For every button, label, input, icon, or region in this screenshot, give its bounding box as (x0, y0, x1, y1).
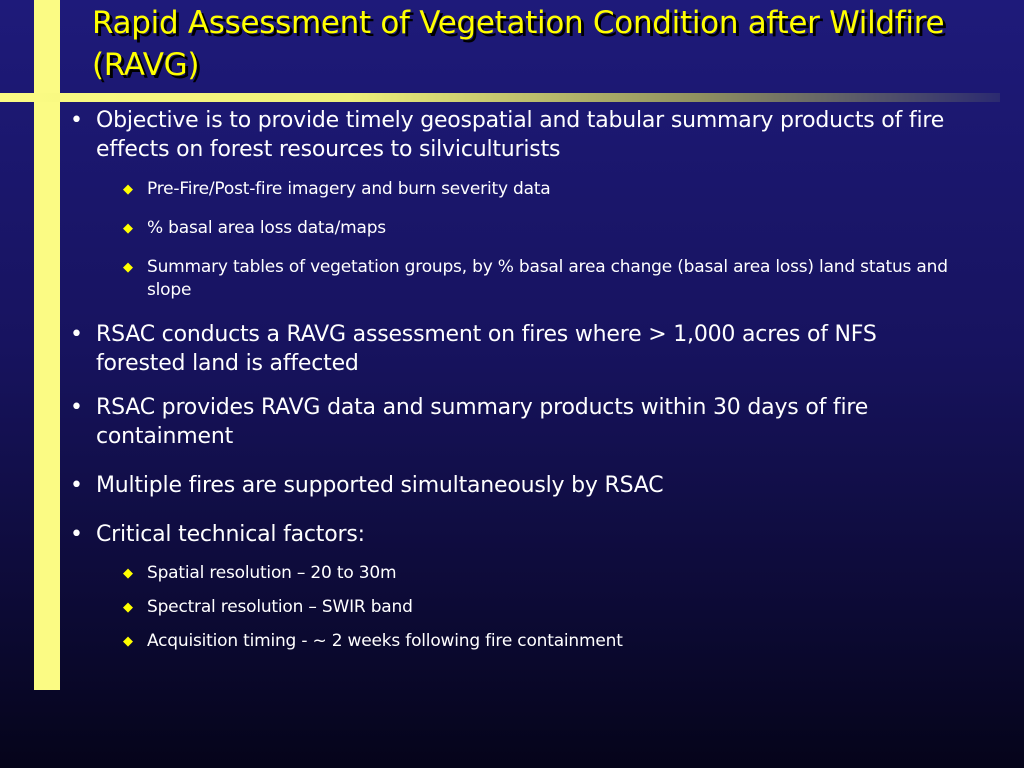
bullet-dot-icon: • (70, 522, 83, 547)
bullet-dot-icon: • (70, 473, 83, 498)
bullet-text: RSAC provides RAVG data and summary products within 30 days of fire containment (96, 395, 869, 449)
slide-title: Rapid Assessment of Vegetation Condition after Wildfire (RAVG) (92, 5, 945, 83)
bullet-objective (70, 106, 960, 164)
bullet-text: Critical technical factors: (96, 522, 365, 547)
diamond-icon: ◆ (123, 566, 133, 581)
sub-bullet-text: Pre-Fire/Post-fire imagery and burn severity data (147, 179, 551, 199)
bullet-dot-icon: • (70, 395, 83, 420)
sub-bullet-text: % basal area loss data/maps (147, 218, 386, 238)
sub-bullet-text: Acquisition timing - ~ 2 weeks following fire containment (147, 631, 623, 651)
sub-bullet-imagery (122, 178, 960, 201)
sub-bullet-text: Summary tables of vegetation groups, by % basal area change (basal area loss) land status and slope (147, 257, 948, 300)
sub-bullet-spatial (122, 562, 960, 585)
bullet-multiple-fires (70, 471, 960, 500)
sub-bullet-text: Spectral resolution – SWIR band (147, 597, 413, 617)
sub-bullet-spectral (122, 596, 960, 619)
bullet-rsac-conducts (70, 320, 960, 378)
slide-body (70, 106, 960, 653)
bullet-dot-icon: • (70, 322, 83, 347)
diamond-icon: ◆ (123, 182, 133, 197)
diamond-icon: ◆ (123, 634, 133, 649)
bullet-rsac-provides (70, 393, 960, 451)
horizontal-accent-bar (0, 93, 1000, 102)
bullet-dot-icon: • (70, 108, 83, 133)
diamond-icon: ◆ (123, 260, 133, 275)
diamond-icon: ◆ (123, 600, 133, 615)
bullet-text: RSAC conducts a RAVG assessment on fires where > 1,000 acres of NFS forested land is affected (96, 322, 877, 376)
bullet-critical-factors (70, 520, 960, 549)
diamond-icon: ◆ (123, 221, 133, 236)
sub-bullet-summary-tables (122, 256, 960, 302)
sub-bullet-acquisition (122, 630, 960, 653)
bullet-text: Objective is to provide timely geospatial and tabular summary products of fire effects on forest resources to silviculturists (96, 108, 945, 162)
sub-bullet-basal-area (122, 217, 960, 240)
bullet-text: Multiple fires are supported simultaneously by RSAC (96, 473, 664, 498)
vertical-accent-bar (34, 0, 60, 690)
sub-bullet-text: Spatial resolution – 20 to 30m (147, 563, 397, 583)
